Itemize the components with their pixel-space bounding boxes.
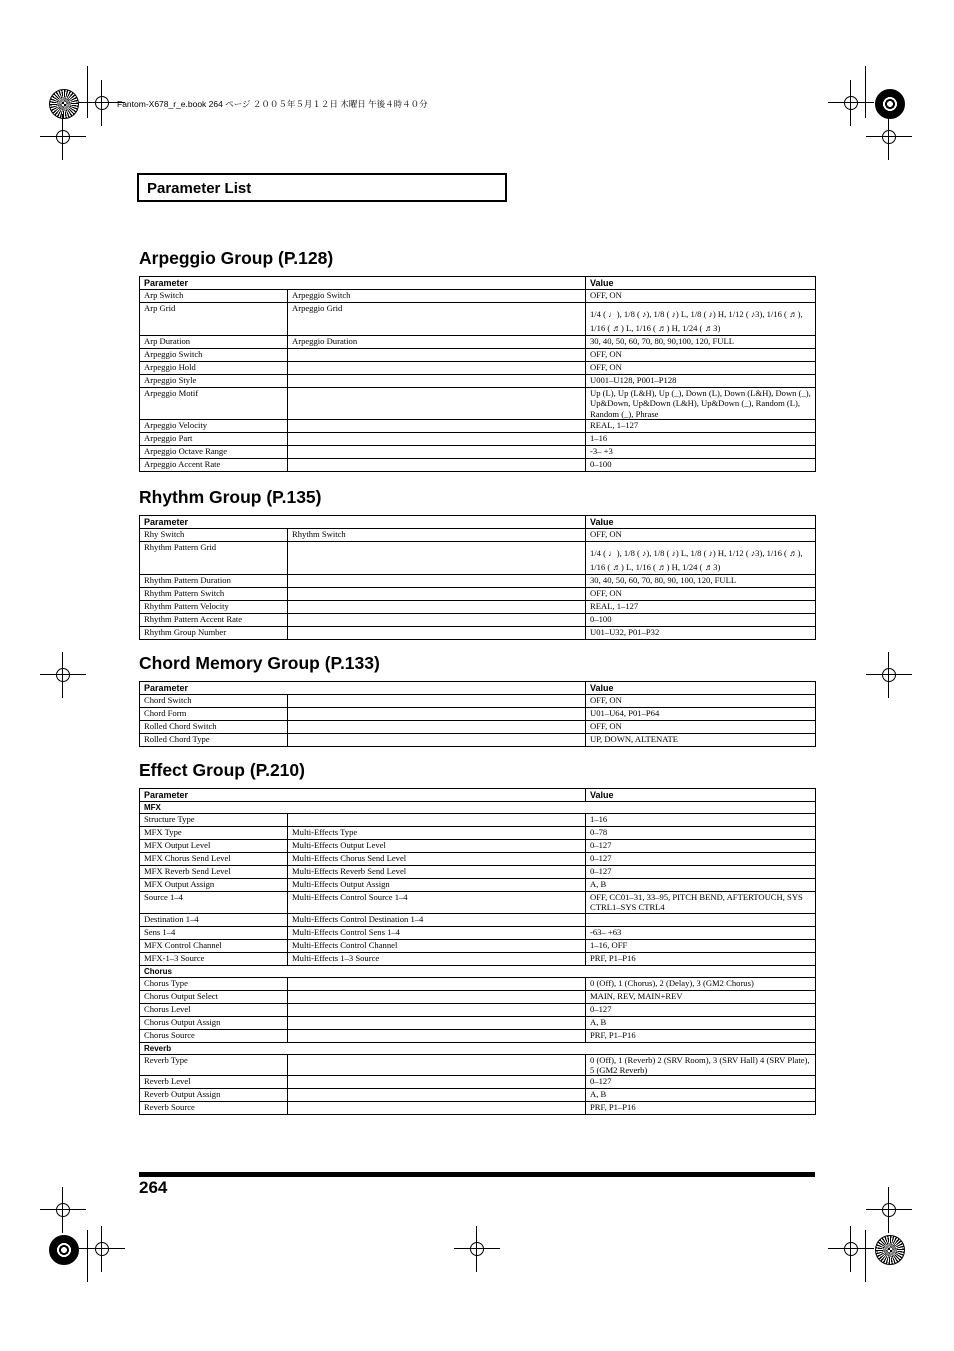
table-row	[140, 627, 816, 640]
param-name-cell: Rhythm Pattern Grid	[140, 542, 288, 575]
param-desc-cell	[288, 1016, 586, 1029]
param-name-cell: Chorus Level	[140, 1003, 288, 1016]
param-value-cell: OFF, ON	[586, 588, 816, 601]
table-header-row	[140, 682, 816, 695]
param-value-cell	[586, 913, 816, 926]
param-desc-cell: Arpeggio Duration	[288, 336, 586, 349]
param-name-cell: Reverb Level	[140, 1076, 288, 1089]
table-row	[140, 977, 816, 990]
param-value-cell: PRF, P1–P16	[586, 1029, 816, 1042]
param-value-cell: 1/4 ( ♩), 1/8 ( ♪), 1/8 ( ♪) L, 1/8 ( ♪) H, 1/12 ( ♪3), 1/16 ( ♬), 1/16 ( ♬) L, 1/16 ( ♬) H, 1/24 ( ♬3)	[586, 303, 816, 336]
param-desc-cell	[288, 1102, 586, 1115]
param-value-cell: -63– +63	[586, 926, 816, 939]
table-row	[140, 445, 816, 458]
param-value-cell: A, B	[586, 1089, 816, 1102]
table-row	[140, 990, 816, 1003]
param-value-cell: 1–16	[586, 814, 816, 827]
param-name-cell: MFX Reverb Send Level	[140, 866, 288, 879]
registration-starburst-bottom-right	[875, 1235, 905, 1265]
param-desc-cell: Rhythm Switch	[288, 529, 586, 542]
header-value: Value	[586, 789, 816, 802]
header-value: Value	[586, 516, 816, 529]
table-row	[140, 939, 816, 952]
param-value-cell: 0–127	[586, 1076, 816, 1089]
param-desc-cell: Multi-Effects Control Source 1–4	[288, 892, 586, 914]
table-row	[140, 588, 816, 601]
table-row	[140, 1003, 816, 1016]
param-desc-cell: Multi-Effects Type	[288, 827, 586, 840]
param-value-cell: OFF, ON	[586, 362, 816, 375]
param-desc-cell: Multi-Effects Reverb Send Level	[288, 866, 586, 879]
param-value-cell: A, B	[586, 879, 816, 892]
param-desc-cell	[288, 1054, 586, 1076]
effect-table-body	[140, 802, 816, 1115]
param-desc-cell	[288, 734, 586, 747]
table-header-row	[140, 516, 816, 529]
group-title-arpeggio: Arpeggio Group (P.128)	[139, 248, 334, 268]
param-value-cell: 1/4 ( ♩), 1/8 ( ♪), 1/8 ( ♪) L, 1/8 ( ♪) H, 1/12 ( ♪3), 1/16 ( ♬), 1/16 ( ♬) L, 1/16 ( ♬) H, 1/24 ( ♬3)	[586, 542, 816, 575]
param-desc-cell	[288, 419, 586, 432]
crosshair-mark-icon	[93, 94, 111, 112]
param-value-cell: UP, DOWN, ALTENATE	[586, 734, 816, 747]
param-desc-cell	[288, 708, 586, 721]
file-header: Fantom-X678_r_e.book 264 ページ ２００５年５月１２日 木曜日 午後４時４０分	[117, 99, 428, 109]
crosshair-mark-icon	[880, 1201, 898, 1219]
chord-memory-table-body	[140, 695, 816, 747]
param-value-cell: MAIN, REV, MAIN+REV	[586, 990, 816, 1003]
param-name-cell: MFX Output Level	[140, 840, 288, 853]
param-desc-cell	[288, 627, 586, 640]
table-row	[140, 1076, 816, 1089]
param-name-cell: Reverb Type	[140, 1054, 288, 1076]
param-desc-cell	[288, 375, 586, 388]
param-desc-cell: Arpeggio Switch	[288, 290, 586, 303]
param-value-cell: PRF, P1–P16	[586, 1102, 816, 1115]
table-header-row	[140, 789, 816, 802]
param-value-cell: 1–16	[586, 432, 816, 445]
table-row	[140, 375, 816, 388]
param-name-cell: Rhythm Pattern Velocity	[140, 601, 288, 614]
param-name-cell: Chorus Output Assign	[140, 1016, 288, 1029]
crosshair-mark-icon	[54, 666, 72, 684]
crosshair-mark-icon	[880, 128, 898, 146]
rhythm-table	[139, 515, 816, 640]
group-title-chord-memory: Chord Memory Group (P.133)	[139, 653, 380, 673]
param-name-cell: Structure Type	[140, 814, 288, 827]
param-value-cell: OFF, CC01–31, 33–95, PITCH BEND, AFTERTOUCH, SYS CTRL1–SYS CTRL4	[586, 892, 816, 914]
table-row	[140, 734, 816, 747]
footer-rule	[139, 1172, 815, 1177]
param-value-cell: PRF, P1–P16	[586, 952, 816, 965]
param-value-cell: Up (L), Up (L&H), Up (_), Down (L), Down (L&H), Down (_), Up&Down, Up&Down (L&H), Up&Down (_), Random (L), Random (_), Phrase	[586, 388, 816, 420]
param-name-cell: Rolled Chord Switch	[140, 721, 288, 734]
table-row	[140, 721, 816, 734]
header-parameter: Parameter	[140, 789, 586, 802]
param-value-cell: 0–100	[586, 458, 816, 471]
param-value-cell: 1–16, OFF	[586, 939, 816, 952]
crop-mark	[87, 1230, 88, 1282]
param-value-cell: OFF, ON	[586, 695, 816, 708]
table-row	[140, 614, 816, 627]
param-name-cell: Chord Form	[140, 708, 288, 721]
table-row	[140, 458, 816, 471]
page-number: 264	[139, 1178, 168, 1197]
param-desc-cell	[288, 601, 586, 614]
group-title-effect: Effect Group (P.210)	[139, 760, 305, 780]
param-desc-cell: Multi-Effects Control Destination 1–4	[288, 913, 586, 926]
param-name-cell: Arpeggio Velocity	[140, 419, 288, 432]
param-name-cell: Arpeggio Motif	[140, 388, 288, 420]
param-value-cell: 0–100	[586, 614, 816, 627]
table-row	[140, 290, 816, 303]
table-row	[140, 814, 816, 827]
table-row	[140, 1016, 816, 1029]
param-value-cell: OFF, ON	[586, 721, 816, 734]
param-desc-cell: Multi-Effects 1–3 Source	[288, 952, 586, 965]
table-row	[140, 827, 816, 840]
param-desc-cell: Multi-Effects Control Sens 1–4	[288, 926, 586, 939]
param-value-cell: 0–127	[586, 840, 816, 853]
param-name-cell: Sens 1–4	[140, 926, 288, 939]
table-row	[140, 913, 816, 926]
param-desc-cell	[288, 1076, 586, 1089]
param-name-cell: Chorus Source	[140, 1029, 288, 1042]
param-desc-cell	[288, 1003, 586, 1016]
registration-starburst-top-right	[875, 89, 905, 119]
param-desc-cell: Arpeggio Grid	[288, 303, 586, 336]
param-name-cell: Arpeggio Switch	[140, 349, 288, 362]
param-name-cell: Arp Grid	[140, 303, 288, 336]
param-value-cell: 0–127	[586, 1003, 816, 1016]
param-desc-cell	[288, 977, 586, 990]
param-value-cell: -3– +3	[586, 445, 816, 458]
chord-memory-table	[139, 681, 816, 747]
table-row	[140, 303, 816, 336]
effect-table	[139, 788, 816, 1115]
param-value-cell: 0 (Off), 1 (Chorus), 2 (Delay), 3 (GM2 Chorus)	[586, 977, 816, 990]
param-value-cell: A, B	[586, 1016, 816, 1029]
registration-starburst-top-left	[49, 89, 79, 119]
table-row	[140, 529, 816, 542]
header-parameter: Parameter	[140, 682, 586, 695]
param-name-cell: MFX Type	[140, 827, 288, 840]
param-desc-cell	[288, 388, 586, 420]
param-name-cell: Chord Switch	[140, 695, 288, 708]
table-row	[140, 542, 816, 575]
table-row	[140, 388, 816, 420]
table-row	[140, 419, 816, 432]
param-desc-cell	[288, 432, 586, 445]
subsection-label: MFX	[140, 802, 816, 814]
param-name-cell: Arp Duration	[140, 336, 288, 349]
table-row	[140, 362, 816, 375]
param-desc-cell	[288, 1089, 586, 1102]
param-name-cell: Rhythm Group Number	[140, 627, 288, 640]
param-value-cell: U001–U128, P001–P128	[586, 375, 816, 388]
registration-starburst-bottom-left	[49, 1235, 79, 1265]
header-value: Value	[586, 277, 816, 290]
header-value: Value	[586, 682, 816, 695]
param-desc-cell	[288, 542, 586, 575]
param-value-cell: REAL, 1–127	[586, 601, 816, 614]
param-value-cell: 0–127	[586, 853, 816, 866]
crosshair-mark-icon	[54, 128, 72, 146]
param-name-cell: Rhythm Pattern Accent Rate	[140, 614, 288, 627]
param-desc-cell: Multi-Effects Output Level	[288, 840, 586, 853]
param-desc-cell	[288, 588, 586, 601]
param-desc-cell: Multi-Effects Output Assign	[288, 879, 586, 892]
param-value-cell: OFF, ON	[586, 529, 816, 542]
param-value-cell: 0–78	[586, 827, 816, 840]
crosshair-mark-icon	[468, 1240, 486, 1258]
param-desc-cell	[288, 721, 586, 734]
table-row	[140, 695, 816, 708]
table-row	[140, 952, 816, 965]
param-desc-cell	[288, 445, 586, 458]
section-title-box	[137, 173, 507, 202]
table-row	[140, 892, 816, 914]
table-row	[140, 349, 816, 362]
rhythm-table-body	[140, 529, 816, 640]
crosshair-mark-icon	[842, 1240, 860, 1258]
param-name-cell: Rhythm Pattern Switch	[140, 588, 288, 601]
param-name-cell: MFX Chorus Send Level	[140, 853, 288, 866]
param-name-cell: Arp Switch	[140, 290, 288, 303]
param-desc-cell	[288, 814, 586, 827]
param-desc-cell	[288, 695, 586, 708]
param-name-cell: Source 1–4	[140, 892, 288, 914]
param-name-cell: MFX Output Assign	[140, 879, 288, 892]
param-value-cell: OFF, ON	[586, 290, 816, 303]
param-desc-cell: Multi-Effects Control Channel	[288, 939, 586, 952]
crop-mark	[865, 66, 866, 118]
crosshair-mark-icon	[842, 94, 860, 112]
subsection-label: Reverb	[140, 1042, 816, 1054]
header-parameter: Parameter	[140, 277, 586, 290]
param-value-cell: REAL, 1–127	[586, 419, 816, 432]
table-row	[140, 575, 816, 588]
param-desc-cell	[288, 1029, 586, 1042]
table-row	[140, 601, 816, 614]
param-name-cell: Arpeggio Part	[140, 432, 288, 445]
param-desc-cell	[288, 349, 586, 362]
crosshair-mark-icon	[880, 666, 898, 684]
subsection-row	[140, 1042, 816, 1054]
crosshair-mark-icon	[93, 1240, 111, 1258]
group-title-rhythm: Rhythm Group (P.135)	[139, 487, 322, 507]
param-name-cell: Reverb Source	[140, 1102, 288, 1115]
param-value-cell: U01–U64, P01–P64	[586, 708, 816, 721]
table-row	[140, 1102, 816, 1115]
param-desc-cell	[288, 990, 586, 1003]
param-value-cell: 30, 40, 50, 60, 70, 80, 90,100, 120, FULL	[586, 336, 816, 349]
table-row	[140, 1089, 816, 1102]
param-name-cell: Destination 1–4	[140, 913, 288, 926]
arpeggio-table	[139, 276, 816, 472]
table-row	[140, 840, 816, 853]
section-title: Parameter List	[147, 180, 252, 197]
crop-mark	[865, 1230, 866, 1282]
param-desc-cell	[288, 458, 586, 471]
param-name-cell: Chorus Output Select	[140, 990, 288, 1003]
param-value-cell: 0 (Off), 1 (Reverb) 2 (SRV Room), 3 (SRV Hall) 4 (SRV Plate), 5 (GM2 Reverb)	[586, 1054, 816, 1076]
param-desc-cell	[288, 362, 586, 375]
param-name-cell: Reverb Output Assign	[140, 1089, 288, 1102]
param-desc-cell	[288, 575, 586, 588]
param-name-cell: MFX Control Channel	[140, 939, 288, 952]
param-name-cell: Rhythm Pattern Duration	[140, 575, 288, 588]
table-row	[140, 432, 816, 445]
param-name-cell: Chorus Type	[140, 977, 288, 990]
param-desc-cell	[288, 614, 586, 627]
crosshair-mark-icon	[54, 1201, 72, 1219]
table-row	[140, 1054, 816, 1076]
table-row	[140, 853, 816, 866]
param-desc-cell: Multi-Effects Chorus Send Level	[288, 853, 586, 866]
param-name-cell: Rolled Chord Type	[140, 734, 288, 747]
param-name-cell: Arpeggio Style	[140, 375, 288, 388]
param-name-cell: Arpeggio Accent Rate	[140, 458, 288, 471]
param-value-cell: 30, 40, 50, 60, 70, 80, 90, 100, 120, FULL	[586, 575, 816, 588]
arpeggio-table-body	[140, 290, 816, 472]
param-name-cell: Rhy Switch	[140, 529, 288, 542]
table-row	[140, 336, 816, 349]
param-name-cell: Arpeggio Hold	[140, 362, 288, 375]
subsection-row	[140, 965, 816, 977]
table-header-row	[140, 277, 816, 290]
param-value-cell: OFF, ON	[586, 349, 816, 362]
param-value-cell: 0–127	[586, 866, 816, 879]
param-name-cell: MFX-1–3 Source	[140, 952, 288, 965]
table-row	[140, 866, 816, 879]
param-value-cell: U01–U32, P01–P32	[586, 627, 816, 640]
subsection-row	[140, 802, 816, 814]
table-row	[140, 708, 816, 721]
table-row	[140, 879, 816, 892]
param-name-cell: Arpeggio Octave Range	[140, 445, 288, 458]
header-parameter: Parameter	[140, 516, 586, 529]
table-row	[140, 1029, 816, 1042]
subsection-label: Chorus	[140, 965, 816, 977]
crop-mark	[87, 66, 88, 118]
table-row	[140, 926, 816, 939]
